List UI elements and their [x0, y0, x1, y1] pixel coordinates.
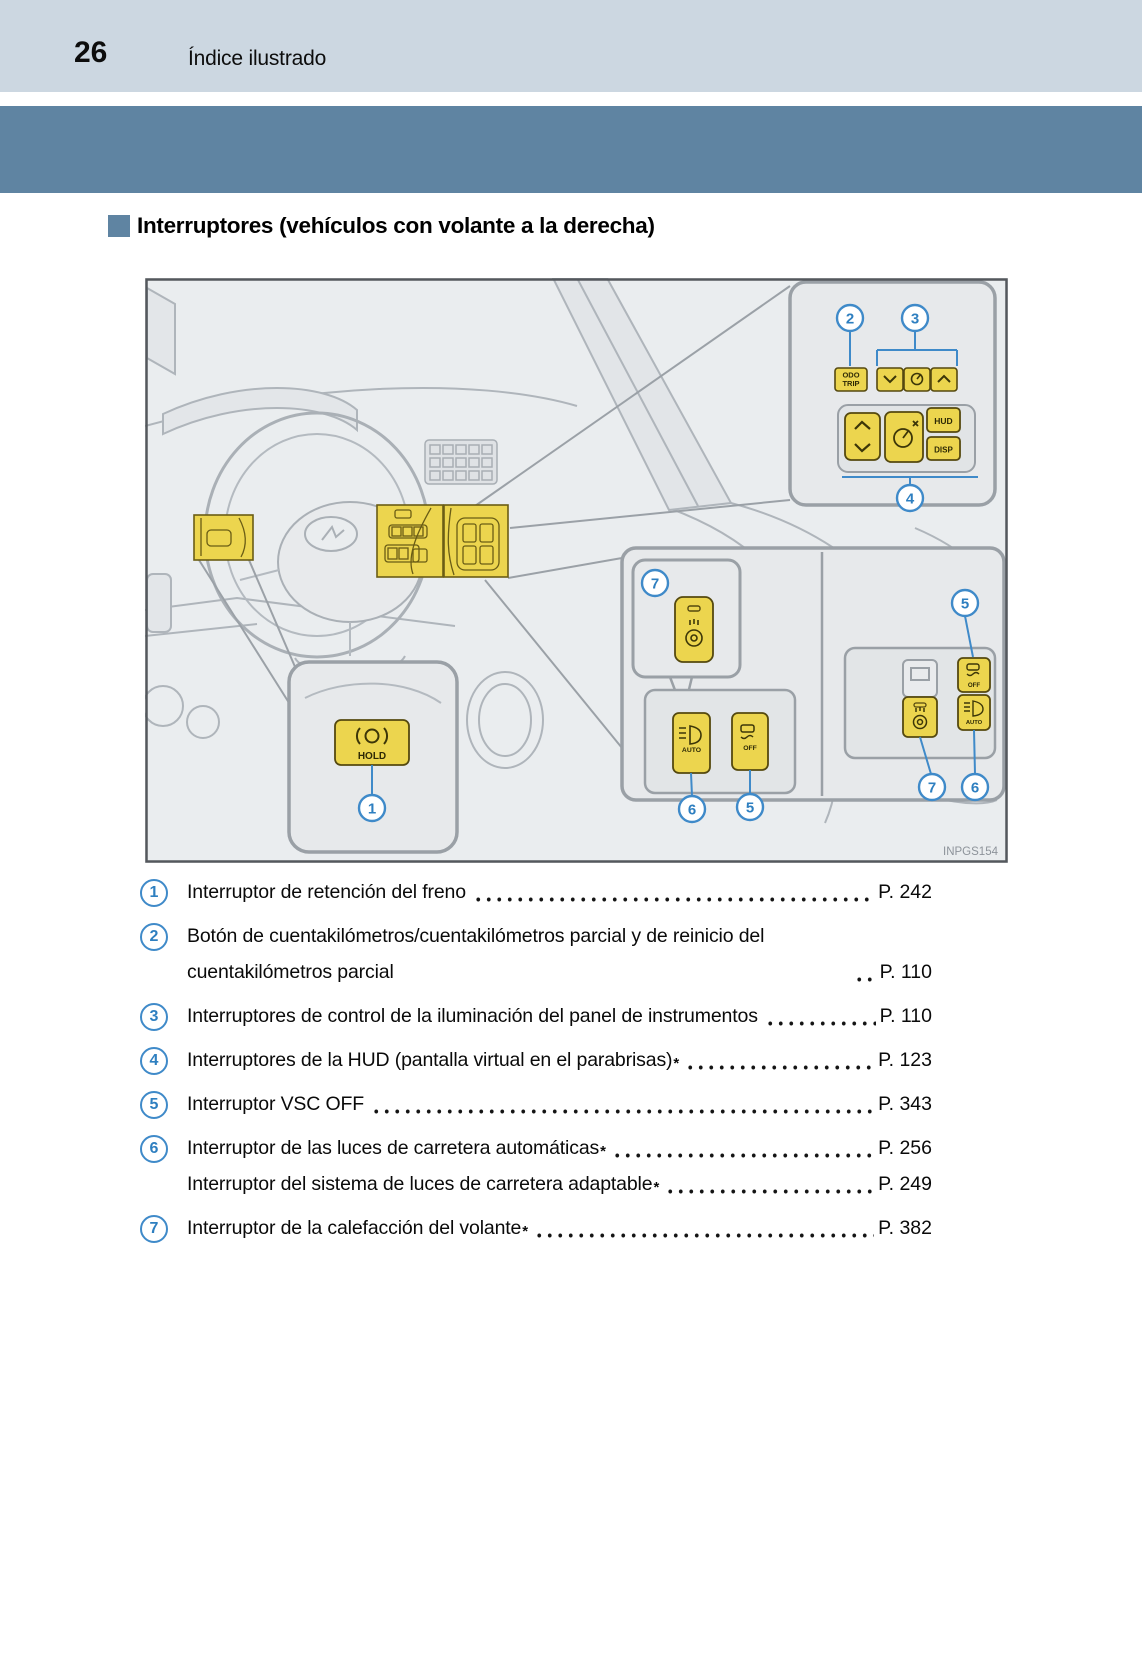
- callout-5b: [737, 794, 763, 820]
- section-title: Interruptores (vehículos con volante a la derecha): [137, 213, 655, 238]
- svg-text:3: 3: [910, 310, 920, 328]
- auto-highbeam-button-panel: [673, 713, 710, 773]
- inset-panel-wheel-controls: [790, 282, 995, 505]
- vsc-off-button-door: [958, 658, 990, 692]
- item-page-ref: P. 382: [878, 1217, 932, 1239]
- inset-panel-brake-hold: [289, 662, 457, 852]
- vsc-off-button-panel: [732, 713, 768, 770]
- item-number: 4: [149, 1052, 159, 1069]
- dashboard-illustration-svg: [145, 278, 1008, 863]
- item-number: 2: [149, 928, 159, 945]
- dot-leader: [665, 1166, 874, 1202]
- hold-button-label: HOLD: [357, 751, 387, 762]
- page-number: 26: [74, 36, 108, 69]
- item-label: Interruptores de la HUD (pantalla virtual en el parabrisas): [187, 1049, 673, 1071]
- brake-hold-button: [335, 720, 409, 765]
- chapter-band: [0, 106, 1142, 193]
- callout-6a: [679, 796, 705, 822]
- figure-code: INPGS154: [943, 846, 998, 858]
- item-number-badge: [140, 1215, 168, 1243]
- item-number-badge: [140, 923, 168, 951]
- highlight-wiper-stalk: [194, 515, 253, 560]
- callout-5a: [952, 590, 978, 616]
- steering-logo: [305, 517, 357, 551]
- svg-text:4: 4: [905, 490, 915, 508]
- svg-text:TRIP: TRIP: [842, 379, 860, 388]
- item-number: 3: [149, 1008, 159, 1025]
- dot-leader: [854, 954, 876, 990]
- item-label: Interruptor del sistema de luces de carretera adaptable: [187, 1173, 653, 1195]
- dot-leader: [685, 1042, 874, 1078]
- inset-panel-dash-switches: [622, 548, 1004, 800]
- callout-7a: [642, 570, 668, 596]
- list-item: [140, 998, 932, 1034]
- svg-text:6: 6: [687, 801, 697, 819]
- svg-text:5: 5: [960, 595, 970, 613]
- item-number-badge: [140, 1003, 168, 1031]
- item-label: Interruptor de las luces de carretera automáticas: [187, 1137, 600, 1159]
- item-label: Interruptor de la calefacción del volante: [187, 1217, 522, 1239]
- list-item: [140, 1086, 932, 1122]
- odo-trip-button: [835, 368, 867, 391]
- item-label: Interruptor de retención del freno: [187, 881, 466, 903]
- illustrated-index-list: [140, 874, 932, 1254]
- list-item: [140, 874, 932, 910]
- svg-text:OFF: OFF: [743, 745, 757, 752]
- item-label: Botón de cuentakilómetros/cuentakilómetros parcial y de reinicio del cuentakilómetros parcial: [187, 925, 765, 983]
- callout-4: [897, 485, 923, 511]
- svg-text:AUTO: AUTO: [965, 720, 983, 726]
- steering-heater-button: [675, 597, 713, 662]
- list-item: [140, 918, 932, 990]
- steering-heater-button-door: [903, 697, 937, 737]
- window-switch-outline: [903, 660, 937, 697]
- item-page-ref: P. 123: [878, 1049, 932, 1071]
- list-item: 4 Interruptores de la HUD (pantalla virtual en el parabrisas) * P. 123: [140, 1042, 932, 1078]
- svg-text:OFF: OFF: [967, 682, 981, 689]
- item-page-ref: P. 242: [878, 881, 932, 903]
- highlight-wheel-switches-left: [377, 505, 443, 577]
- item-page-ref: P. 110: [879, 961, 932, 983]
- illumination-buttons: [877, 368, 957, 391]
- item-number: 6: [149, 1140, 159, 1157]
- section-heading: [108, 212, 655, 240]
- item-number-badge: [140, 1047, 168, 1075]
- hud-button-label: HUD: [934, 416, 953, 426]
- section-bullet-icon: [108, 215, 130, 237]
- item-page-ref: P. 110: [879, 1005, 932, 1027]
- callout-3: [902, 305, 928, 331]
- list-item: 7 Interruptor de la calefacción del volante * P. 382: [140, 1210, 932, 1246]
- dot-leader: [612, 1130, 874, 1166]
- svg-text:6: 6: [970, 779, 980, 797]
- svg-text:7: 7: [650, 575, 660, 593]
- svg-text:7: 7: [927, 779, 937, 797]
- item-page-ref: P. 256: [878, 1137, 932, 1159]
- item-number-badge: [140, 1091, 168, 1119]
- callout-7b: [919, 774, 945, 800]
- svg-text:2: 2: [845, 310, 855, 328]
- item-number-badge: [140, 879, 168, 907]
- item-number: 7: [149, 1220, 159, 1237]
- svg-text:5: 5: [745, 799, 755, 817]
- header-band: [0, 0, 1142, 92]
- item-number-badge: [140, 1135, 168, 1163]
- item-page-ref: P. 343: [878, 1093, 932, 1115]
- item-number: 1: [149, 884, 159, 901]
- disp-button-label: DISP: [934, 445, 953, 455]
- item-label: Interruptores de control de la iluminación del panel de instrumentos: [187, 1005, 758, 1027]
- climate-button-grid: [425, 440, 497, 484]
- svg-text:ODO: ODO: [842, 370, 860, 380]
- svg-text:1: 1: [367, 800, 377, 818]
- item-page-ref: P. 249: [878, 1173, 932, 1195]
- auto-highbeam-button-door: [958, 695, 990, 730]
- item-label: Interruptor VSC OFF: [187, 1093, 365, 1115]
- dot-leader: [765, 998, 876, 1034]
- list-item: 6 Interruptor de las luces de carretera automáticas * P. 256 Interruptor del sistema de luces de carretera adaptable * P. 249: [140, 1130, 932, 1202]
- item-number: 5: [149, 1096, 159, 1113]
- header-title: Índice ilustrado: [188, 47, 327, 70]
- dot-leader: [371, 1086, 874, 1122]
- dot-leader: [534, 1210, 874, 1246]
- dot-leader: [473, 874, 874, 910]
- callout-6b: [962, 774, 988, 800]
- svg-text:AUTO: AUTO: [681, 747, 702, 754]
- callout-1: [359, 795, 385, 821]
- highlight-wheel-switches-right: [444, 505, 508, 577]
- dashboard-illustration: [145, 278, 1008, 863]
- callout-2: [837, 305, 863, 331]
